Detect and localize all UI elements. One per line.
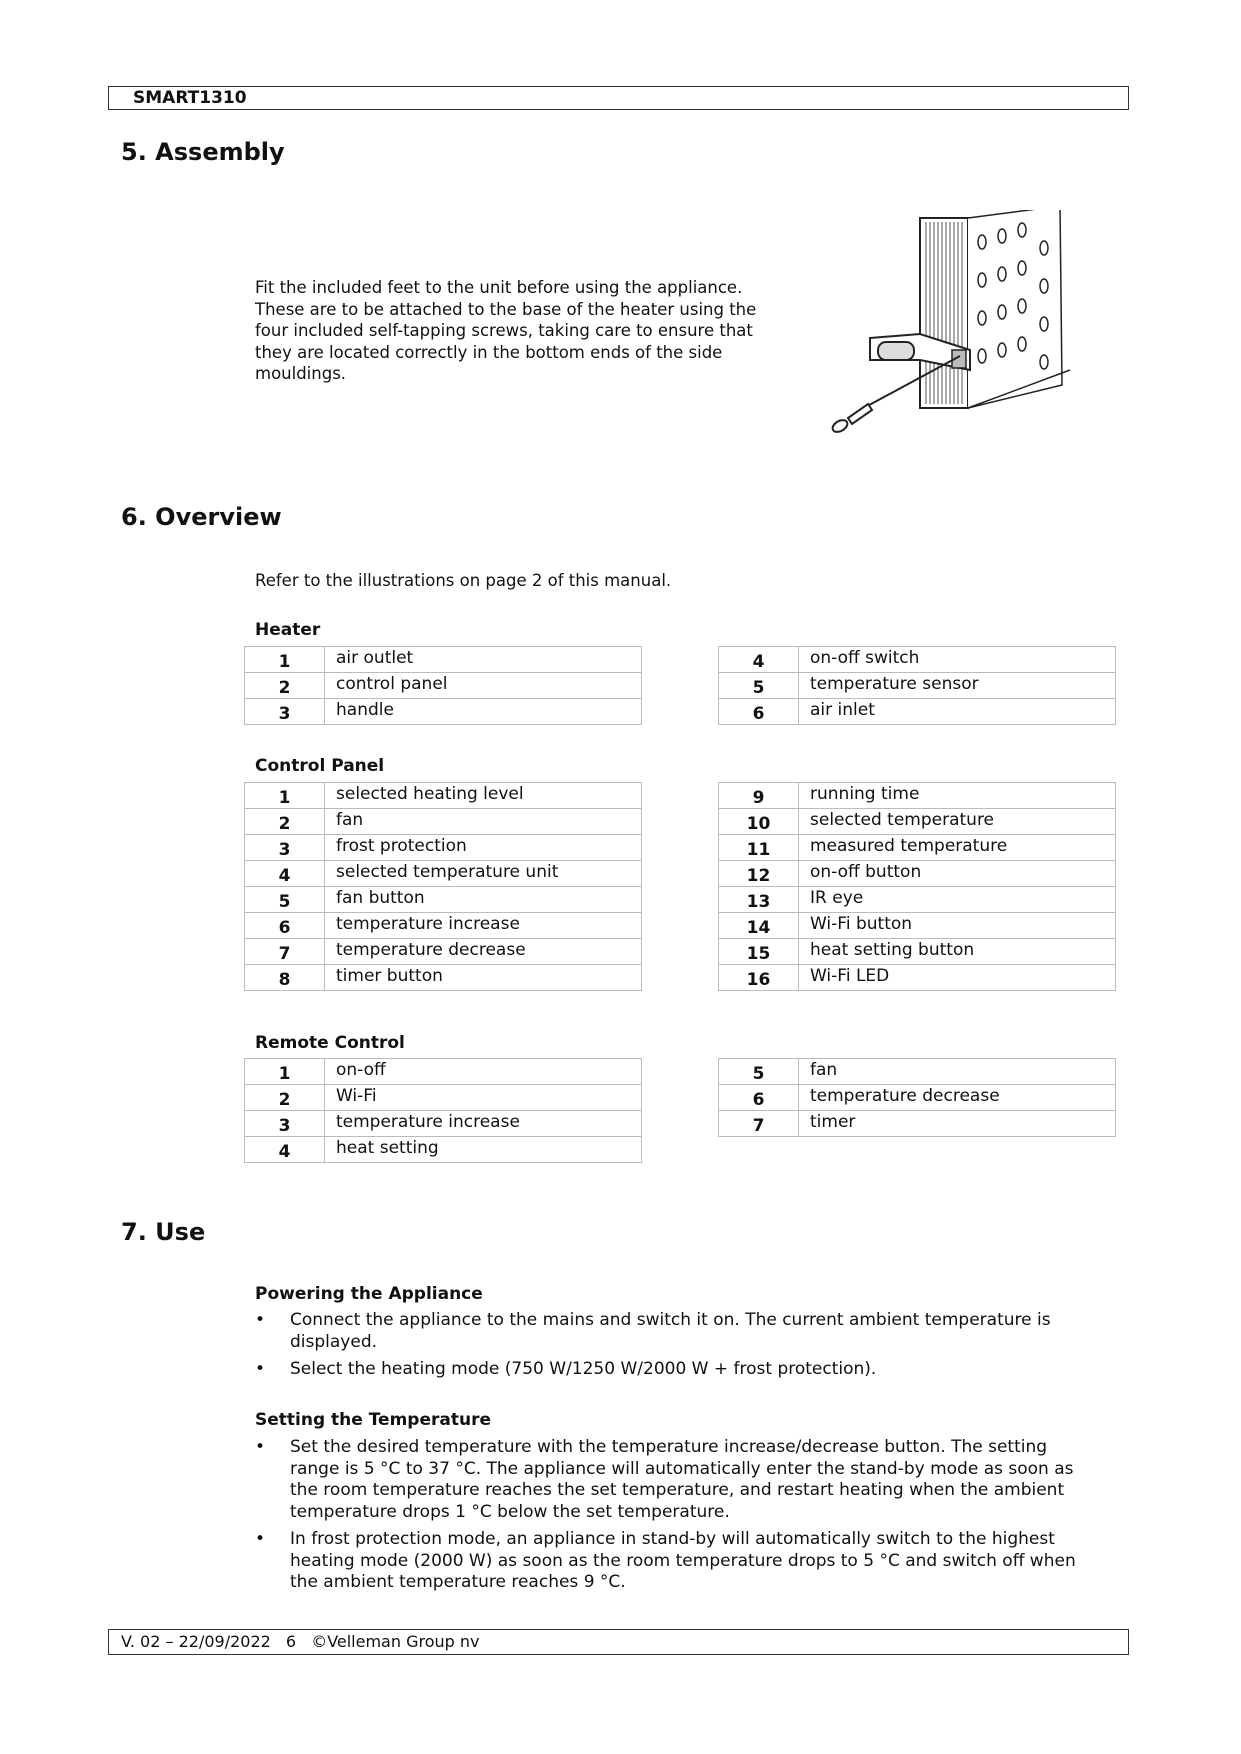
item-number: 3 xyxy=(245,1111,325,1137)
table-row xyxy=(719,783,1116,809)
item-label: timer button xyxy=(325,965,642,991)
table-row xyxy=(719,647,1116,673)
item-number: 6 xyxy=(719,699,799,725)
item-label: on-off button xyxy=(799,861,1116,887)
table-row xyxy=(719,673,1116,699)
item-number: 2 xyxy=(245,809,325,835)
item-number: 13 xyxy=(719,887,799,913)
table-row xyxy=(245,1059,642,1085)
list-item: • Connect the appliance to the mains and switch it on. The current ambient temperature is displayed. xyxy=(255,1310,1095,1353)
control-panel-table-left xyxy=(244,782,642,991)
table-row xyxy=(719,1111,1116,1137)
table-row xyxy=(719,939,1116,965)
table-row xyxy=(245,647,642,673)
page-header xyxy=(108,86,1129,110)
footer-version: V. 02 – 22/09/2022 xyxy=(121,1632,271,1651)
item-number: 4 xyxy=(719,647,799,673)
section-heading-overview: 6. Overview xyxy=(121,503,282,531)
section-heading-assembly: 5. Assembly xyxy=(121,138,285,166)
item-number: 10 xyxy=(719,809,799,835)
item-label: heat setting xyxy=(325,1137,642,1163)
item-label: fan xyxy=(325,809,642,835)
item-number: 4 xyxy=(245,1137,325,1163)
table-row xyxy=(245,861,642,887)
item-label: timer xyxy=(799,1111,1116,1137)
item-number: 1 xyxy=(245,647,325,673)
page-footer xyxy=(108,1629,1129,1655)
item-label: temperature decrease xyxy=(325,939,642,965)
item-number: 5 xyxy=(245,887,325,913)
item-label: temperature increase xyxy=(325,1111,642,1137)
table-row xyxy=(245,1085,642,1111)
item-number: 15 xyxy=(719,939,799,965)
table-row xyxy=(245,965,642,991)
list-item: • Select the heating mode (750 W/1250 W/2000 W + frost protection). xyxy=(255,1359,1095,1381)
table-row xyxy=(719,861,1116,887)
item-label: fan button xyxy=(325,887,642,913)
item-label: selected temperature unit xyxy=(325,861,642,887)
item-number: 6 xyxy=(245,913,325,939)
item-label: Wi-Fi LED xyxy=(799,965,1116,991)
table-row xyxy=(719,965,1116,991)
item-number: 11 xyxy=(719,835,799,861)
powering-subheading: Powering the Appliance xyxy=(255,1284,483,1304)
table-row xyxy=(719,887,1116,913)
heater-table-right xyxy=(718,646,1116,725)
remote-control-subheading: Remote Control xyxy=(255,1033,405,1053)
control-panel-subheading: Control Panel xyxy=(255,756,385,776)
remote-control-table-left xyxy=(244,1058,642,1163)
item-label: handle xyxy=(325,699,642,725)
item-number: 16 xyxy=(719,965,799,991)
item-label: IR eye xyxy=(799,887,1116,913)
table-row xyxy=(245,1137,642,1163)
item-number: 8 xyxy=(245,965,325,991)
table-row xyxy=(245,887,642,913)
item-label: Wi-Fi xyxy=(325,1085,642,1111)
item-number: 14 xyxy=(719,913,799,939)
item-label: on-off switch xyxy=(799,647,1116,673)
item-label: running time xyxy=(799,783,1116,809)
item-number: 3 xyxy=(245,699,325,725)
control-panel-table-right xyxy=(718,782,1116,991)
item-label: frost protection xyxy=(325,835,642,861)
table-row xyxy=(719,913,1116,939)
item-number: 1 xyxy=(245,1059,325,1085)
model-name: SMART1310 xyxy=(133,88,247,108)
temperature-bullets xyxy=(255,1437,1095,1600)
list-item: • In frost protection mode, an appliance in stand-by will automatically switch to the highest heating mode (2000 W) as soon as the room temperature drops to 5 °C and switch off when the ambient temperature reaches 9 °C. xyxy=(255,1529,1095,1594)
item-number: 5 xyxy=(719,673,799,699)
item-label: control panel xyxy=(325,673,642,699)
list-item: • Set the desired temperature with the temperature increase/decrease button. The setting range is 5 °C to 37 °C. The appliance will automatically enter the stand-by mode as soon as the room temperature reaches the set temperature, and restart heating when the ambient temperature drops 1 °C below the set temperature. xyxy=(255,1437,1095,1523)
item-number: 2 xyxy=(245,1085,325,1111)
item-label: air outlet xyxy=(325,647,642,673)
table-row xyxy=(719,809,1116,835)
table-row xyxy=(719,835,1116,861)
table-row xyxy=(719,1059,1116,1085)
item-number: 1 xyxy=(245,783,325,809)
heater-table-left xyxy=(244,646,642,725)
item-label: fan xyxy=(799,1059,1116,1085)
table-row xyxy=(245,809,642,835)
heater-subheading: Heater xyxy=(255,620,321,640)
table-row xyxy=(245,783,642,809)
heater-foot-screwdriver-illustration xyxy=(810,210,1190,450)
remote-control-table-right xyxy=(718,1058,1116,1137)
assembly-text: Fit the included feet to the unit before using the appliance. These are to be attached to the base of the heater using the four included self-tapping screws, taking care to ensure that they are located correctly in the bottom ends of the side mouldings. xyxy=(255,278,757,383)
item-label: temperature increase xyxy=(325,913,642,939)
table-row xyxy=(719,1085,1116,1111)
item-number: 2 xyxy=(245,673,325,699)
section-heading-use: 7. Use xyxy=(121,1218,206,1246)
item-label: temperature sensor xyxy=(799,673,1116,699)
item-number: 12 xyxy=(719,861,799,887)
item-label: measured temperature xyxy=(799,835,1116,861)
overview-intro: Refer to the illustrations on page 2 of this manual. xyxy=(255,571,672,590)
footer-copyright: ©Velleman Group nv xyxy=(311,1632,480,1651)
item-label: temperature decrease xyxy=(799,1085,1116,1111)
table-row xyxy=(245,939,642,965)
item-label: selected temperature xyxy=(799,809,1116,835)
table-row xyxy=(245,699,642,725)
item-label: heat setting button xyxy=(799,939,1116,965)
item-number: 5 xyxy=(719,1059,799,1085)
footer-page-number: 6 xyxy=(285,1632,297,1651)
item-label: Wi-Fi button xyxy=(799,913,1116,939)
table-row xyxy=(245,1111,642,1137)
table-row xyxy=(719,699,1116,725)
item-number: 6 xyxy=(719,1085,799,1111)
temperature-subheading: Setting the Temperature xyxy=(255,1410,491,1430)
powering-bullets xyxy=(255,1310,1095,1387)
item-number: 4 xyxy=(245,861,325,887)
item-label: air inlet xyxy=(799,699,1116,725)
item-number: 3 xyxy=(245,835,325,861)
item-number: 7 xyxy=(719,1111,799,1137)
table-row xyxy=(245,913,642,939)
item-number: 9 xyxy=(719,783,799,809)
table-row xyxy=(245,835,642,861)
item-number: 7 xyxy=(245,939,325,965)
item-label: on-off xyxy=(325,1059,642,1085)
item-label: selected heating level xyxy=(325,783,642,809)
table-row xyxy=(245,673,642,699)
